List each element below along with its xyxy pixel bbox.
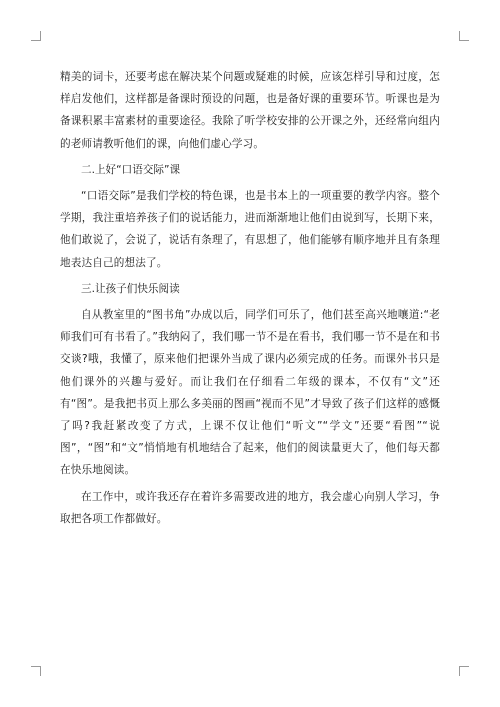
crop-mark-bottom-left (31, 666, 41, 676)
document-body (60, 66, 440, 530)
paragraph-oral-communication: “口语交际”是我们学校的特色课，也是书本上的一项重要的教学内容。整个学期，我注重培养孩子们的说话能力，进而渐渐地让他们由说到写，长期下来，他们敢说了，会说了，说话有条理了，有思想了，他们能够有顺序地并且有条理地表达自己的想法了。 (60, 190, 440, 269)
paragraph-lesson-preparation: 精美的词卡，还要考虑在解决某个问题或疑难的时候，应该怎样引导和过度，怎样启发他们，这样都是备课时预设的问题，也是备好课的重要环节。听课也是为备课积累丰富素材的重要途径。我除了听学校安排的公开课之外，还经常向组内的老师请教听他们的课，向他们虚心学习。 (60, 71, 440, 150)
paragraph-conclusion: 在工作中，或许我还存在着许多需要改进的地方，我会虚心向别人学习，争取把各项工作都做好。 (60, 490, 440, 525)
crop-mark-bottom-right (459, 666, 469, 676)
paragraph-happy-reading: 自从教室里的“图书角”办成以后，同学们可乐了，他们甚至高兴地嚷道:“老师我们可有书看了。”我纳闷了，我们哪一节不是在看书，我们哪一节不是在和书交谈?哦，我懂了，原来他们把课外当成了课内必须完成的任务。而课外书只是他们课外的兴趣与爱好。而让我们在仔细看二年级的课本，不仅有“文”还有“图”。是我把书页上那么多美丽的图画“视而不见”才导致了孩子们这样的感慨了吗?我赶紧改变了方式，上课不仅让他们“听文”“学文”还要“看图”“说图”，“图”和“文”悄悄地有机地结合了起来，他们的阅读量更大了，他们每天都在快乐地阅读。 (60, 309, 440, 477)
section-heading-oral-communication: 二.上好“口语交际”课 (81, 163, 181, 176)
section-heading-happy-reading: 三.让孩子们快乐阅读 (81, 282, 180, 295)
crop-mark-top-left (31, 31, 41, 41)
crop-mark-top-right (459, 31, 469, 41)
